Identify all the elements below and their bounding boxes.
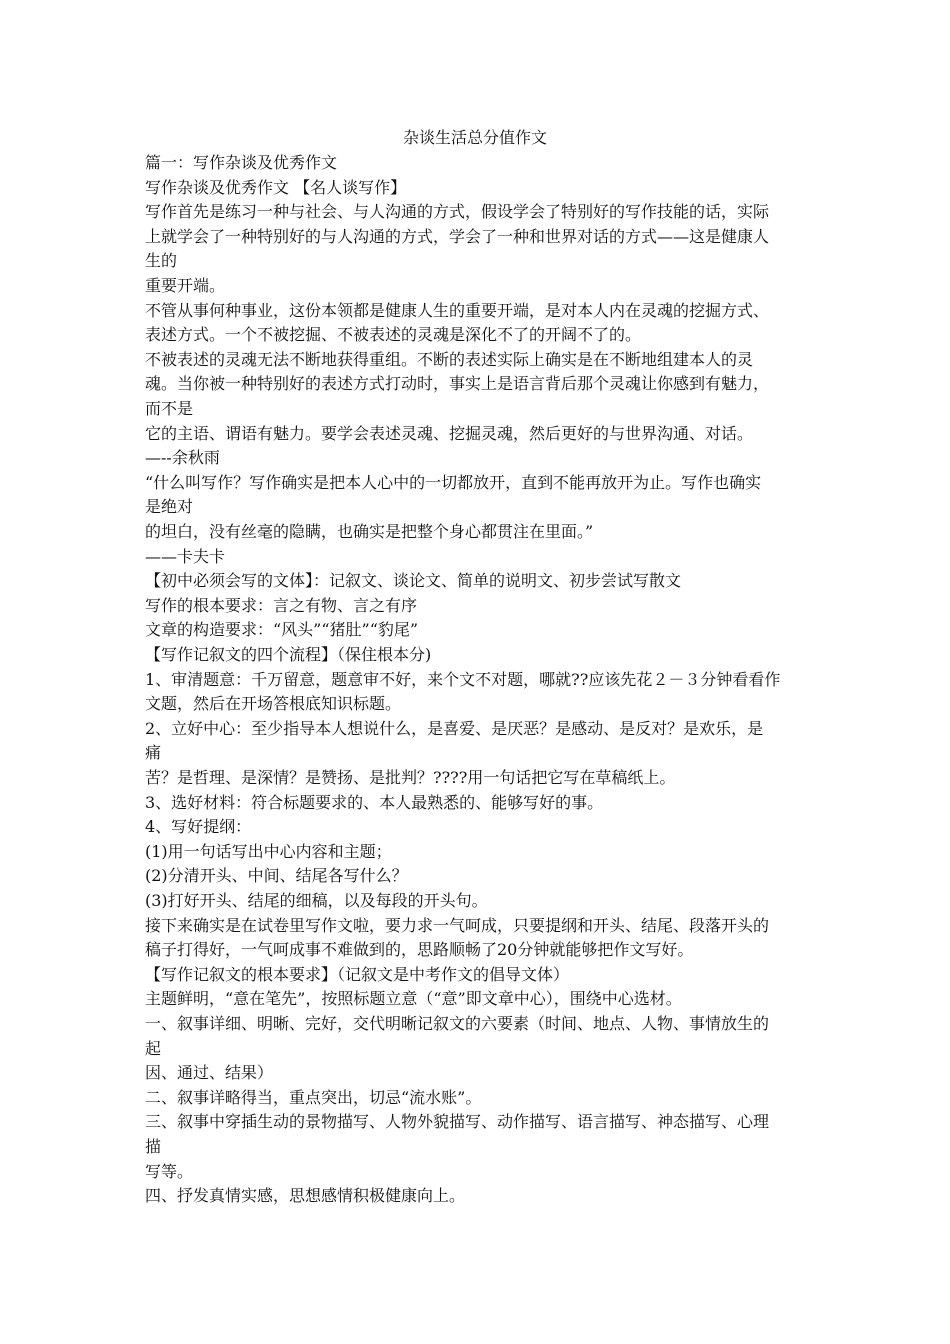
body-line: 【初中必须会写的文体】：记叙文、谈论文、简单的说明文、初步尝试写散文 bbox=[145, 571, 682, 591]
body-line: 不管从事何种事业，这份本领都是健康人生的重要开端，是对本人内在灵魂的挖掘方式、 bbox=[145, 300, 770, 320]
body-line: ——卡夫卡 bbox=[145, 546, 226, 566]
body-line: 写作杂谈及优秀作文 【名人谈写作】 bbox=[145, 177, 407, 197]
body-line: 1、审清题意：千万留意，题意审不好，来个文不对题，哪就??应该先花２－３分钟看看作 bbox=[145, 669, 781, 689]
body-line: 不被表述的灵魂无法不断地获得重组。不断的表述实际上确实是在不断地组建本人的灵 bbox=[145, 349, 754, 369]
body-line: 上就学会了一种特别好的与人沟通的方式，学会了一种和世界对话的方式——这是健康人 bbox=[145, 226, 770, 246]
body-line: —--余秋雨 bbox=[145, 448, 220, 468]
body-line: 四、抒发真情实感，思想感情积极健康向上。 bbox=[145, 1186, 466, 1206]
body-line: 接下来确实是在试卷里写作文啦，要力求一气呵成，只要提纲和开头、结尾、段落开头的 bbox=[145, 915, 770, 935]
body-line: 一、叙事详细、明晰、完好，交代明晰记叙文的六要素（时间、地点、人物、事情放生的 bbox=[145, 1014, 770, 1033]
body-line: 痛 bbox=[145, 743, 162, 763]
body-line: 生的 bbox=[145, 251, 178, 271]
body-line: 的坦白，没有丝毫的隐瞒，也确实是把整个身心都贯注在里面。” bbox=[145, 522, 594, 541]
body-line: 三、叙事中穿插生动的景物描写、人物外貌描写、动作描写、语言描写、神态描写、心理 bbox=[145, 1112, 770, 1132]
body-line: 文题，然后在开场答根底知识标题。 bbox=[145, 694, 402, 714]
body-line: 写等。 bbox=[145, 1161, 194, 1181]
body-line: 主题鲜明，“意在笔先”，按照标题立意（“意”即文章中心），围绕中心选材。 bbox=[145, 989, 682, 1009]
body-line: 描 bbox=[145, 1137, 162, 1156]
body-line: 4、写好提纲： bbox=[145, 817, 252, 837]
body-line: (2)分清开头、中间、结尾各写什么？ bbox=[145, 866, 408, 886]
body-line: 【写作记叙文的根本要求】（记叙文是中考作文的倡导文体） bbox=[145, 964, 570, 984]
body-line: 【写作记叙文的四个流程】（保住根本分) bbox=[145, 645, 432, 664]
body-line: 是绝对 bbox=[145, 497, 194, 517]
body-line: 写作首先是练习一种与社会、与人沟通的方式，假设学会了特别好的写作技能的话，实际 bbox=[145, 202, 770, 222]
body-line: 写作的根本要求：言之有物、言之有序 bbox=[145, 595, 418, 615]
body-line: 起 bbox=[145, 1038, 162, 1058]
body-line: 苦？是哲理、是深情？是赞扬、是批判？????用一句话把它写在草稿纸上。 bbox=[145, 768, 676, 787]
body-line: 篇一：写作杂谈及优秀作文 bbox=[145, 153, 338, 172]
body-line: 因、通过、结果） bbox=[145, 1063, 274, 1083]
body-line: 表述方式。一个不被挖掘、不被表述的灵魂是深化不了的开阔不了的。 bbox=[145, 325, 642, 345]
body-line: 3、选好材料：符合标题要求的、本人最熟悉的、能够写好的事。 bbox=[145, 792, 604, 812]
body-line: 而不是 bbox=[145, 399, 194, 418]
body-line: (3)打好开头、结尾的细稿，以及每段的开头句。 bbox=[145, 891, 488, 910]
document-title: 杂谈生活总分值作文 bbox=[402, 128, 547, 147]
body-line: 魂。当你被一种特别好的表述方式打动时，事实上是语言背后那个灵魂让你感到有魅力， bbox=[145, 374, 770, 394]
body-line: 2、立好中心：至少指导本人想说什么，是喜爱、是厌恶？是感动、是反对？是欢乐，是 bbox=[145, 718, 764, 738]
body-line: “什么叫写作？写作确实是把本人心中的一切都放开，直到不能再放开为止。写作也确实 bbox=[145, 472, 762, 492]
body-line: (1)用一句话写出中心内容和主题； bbox=[145, 841, 392, 861]
body-line: 它的主语、谓语有魅力。要学会表述灵魂、挖掘灵魂，然后更好的与世界沟通、对话。 bbox=[145, 423, 754, 443]
body-line: 重要开端。 bbox=[145, 276, 226, 295]
body-line: 文章的构造要求：“风头”“猪肚”“豹尾” bbox=[145, 620, 419, 640]
body-line: 稿子打得好，一气呵成事不难做到的，思路顺畅了20分钟就能够把作文写好。 bbox=[145, 940, 694, 960]
body-line: 二、叙事详略得当，重点突出，切忌“流水账”。 bbox=[145, 1087, 482, 1107]
